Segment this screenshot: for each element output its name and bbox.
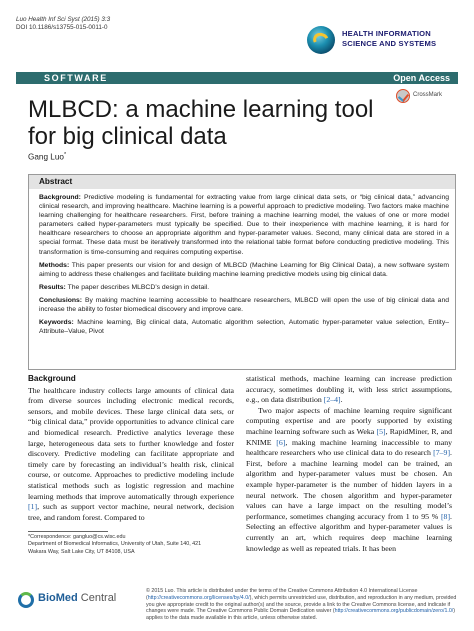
abstract-box [28,174,456,370]
citation-link[interactable]: [5] [376,426,386,436]
journal-citation: Luo Health Inf Sci Syst (2015) 3:3 [16,16,111,23]
article-title: MLBCD: a machine learning tool for big clinical data [28,96,374,150]
abstract-keywords: Keywords: Machine learning, Big clinical data, Automatic algorithm selection, Automatic hyper-parameter value selection, Entity–Attribute–Value, Pivot [39,319,450,336]
public-domain-link[interactable]: http://creativecommons.org/publicdomain/zero/1.0/ [334,608,454,615]
abstract-header [29,175,455,189]
body-paragraph: Two major aspects of machine learning require significant computing expertise and are poorly supported by existing machine learning software such as Weka [5], RapidMiner, R, and KNIME [6], making machine learning inaccessible to many healthcare researchers who use clinical data to do research [7–9]. First, before a machine learning model can be trained, an algorithm and hyper-parameter values must be chosen. An example hyper-parameter is the number of hidden layers in a neural network. The chosen algorithm and hyper-parameter values can have a large impact on the resulting model’s performance, sometimes changing accuracy from 1 to 95 % [8]. Selecting an effective algorithm and hyper-parameter values is currently an art, which requires deep machine learning knowledge as well as repeated trials. It has been [246,405,452,553]
section-heading-background: Background [28,374,76,383]
open-access-label: Open Access [393,73,450,83]
crossmark-icon [396,89,410,103]
correspondence-email: *Correspondence: gangluo@cs.wisc.edu [28,534,126,540]
crossmark-label: CrossMark [413,92,443,98]
affiliation-line: Wakara Way, Salt Lake City, UT 84108, USA [28,548,135,555]
article-author: Gang Luo* [28,152,67,162]
journal-citation-block [16,16,110,32]
license-link[interactable]: http://creativecommons.org/licenses/by/4.0/ [147,594,250,601]
citation-link[interactable]: [1] [28,502,38,512]
body-right-column [246,374,452,554]
section-label: SOFTWARE [44,73,108,83]
license-text: © 2015 Luo. This article is distributed under the terms of the Creative Commons Attribution 4.0 International License (http://creativecommons.org/licenses/by/4.0/), which permits unrestricted use, distribution, and reproduction in any medium, provided you give appropriate credit to the original author(s) and the source, provide a link to the Creative Commons license, and indicate if changes were made. The Creative Commons Public Domain Dedication waiver (http://creativecommons.org/publicdomain/zero/1.0/) applies to the data made available in this article, unless otherwise stated. [146,588,457,622]
correspondence-footnote [28,534,234,556]
abstract-conclusions: Conclusions: By making machine learning accessible to healthcare researchers, MLBCD will open the use of big clinical data and increase the ability to foster biomedical discovery and improve care. [39,296,450,314]
affiliation-line: Department of Biomedical Informatics, University of Utah, Suite 140, 421 [28,541,202,548]
abstract-heading: Abstract [39,177,73,186]
publisher-name: BioMed Central [38,592,117,604]
abstract-results: Results: The paper describes MLBCD’s design in detail. [39,283,210,291]
section-banner [16,72,458,84]
crossmark-badge[interactable] [396,89,454,103]
abstract-methods: Methods: This paper presents our vision for and design of MLBCD (Machine Learning for Big Clinical Data), a new software system aiming to address these challenges and facilitate building machine learning predictive models using big clinical data. [39,261,450,278]
journal-logo-icon [307,26,335,54]
citation-link[interactable]: [2–4] [323,395,341,405]
footnote-divider [28,531,108,532]
citation-link[interactable]: [7–9] [433,448,451,458]
abstract-body [39,193,449,340]
body-paragraph: The healthcare industry collects large amounts of clinical data from diverse sources including electronic medical records, sensors, and mobile devices. These large clinical data sets, or “big clinical data,” provide opportunities to advance clinical care and biomedical research. Predictive analytics leverage these large, heterogeneous data sets to further knowledge and foster discovery. Predictive modeling can facilitate appropriate and timely care by forecasting an individual’s health risk, clinical course, or outcome. Approaches to predictive modeling include statistical methods such as logistic regression and machine learning methods that improve automatically through experience [1], such as support vector machine, neural network, decision tree, and random forest. Compared to [28,385,234,522]
citation-link[interactable]: [6] [276,437,286,447]
citation-link[interactable]: [8] [440,511,451,521]
abstract-background: Background: Predictive modeling is fundamental for extracting value from large clinical data sets, or “big clinical data,” advancing clinical research, and improving healthcare. Machine learning is a powerful approach to predictive modeling. Two factors make machine learning challenging for healthcare researchers. First, before training a machine learning model, the values of one or more model parameters called hyper-parameters must typically be specified. Due to their inexperience with machine learning, it is hard for healthcare researchers to choose an appropriate algorithm and hyper-parameter values. Second, many clinical data are stored in a special format. These data must be iteratively transformed into the relational table format before conducting predictive modeling. This transformation is time-consuming and requires computing expertise. [39,194,450,256]
biomed-central-logo-icon [18,592,34,608]
doi: DOI 10.1186/s13755-015-0011-0 [16,24,108,31]
journal-name: HEALTH INFORMATION SCIENCE AND SYSTEMS [342,29,437,48]
body-left-column [28,374,234,523]
body-paragraph: statistical methods, machine learning can increase prediction accuracy, sometimes doubling it, with less strict assumptions, e.g., on data distribution [2–4]. [246,374,452,405]
